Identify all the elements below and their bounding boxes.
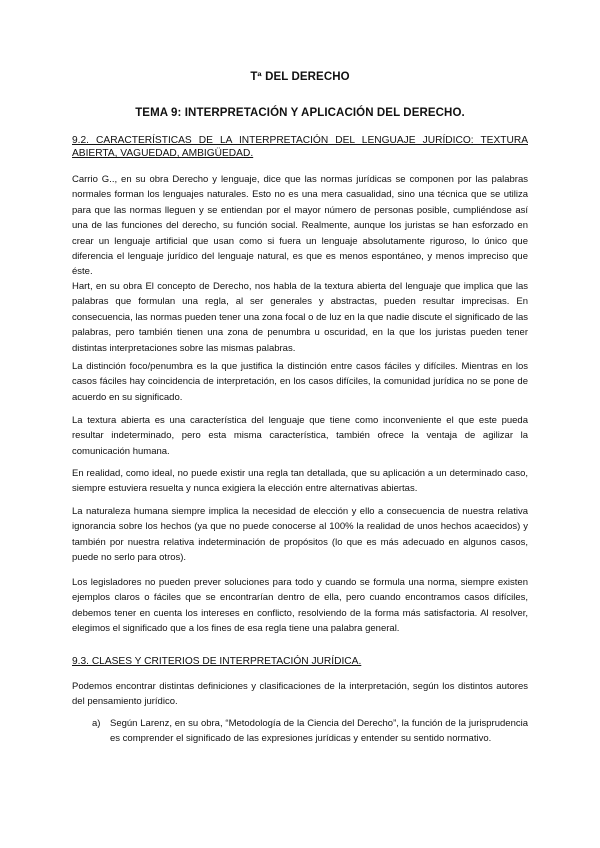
paragraph: Los legisladores no pueden prever soluciones para todo y cuando se formula una norma, siempre existen ejemplos claros o fáciles que se encontrarían dentro de ella, pero cuando encontramos casos difíciles, debemos tener en cuenta los intereses en conflicto, resolviendo de la forma más satisfactoria. Al resolver, elegimos el significado que a los fines de esa regla tiene una palabra general.	[72, 577, 528, 635]
paragraph: La naturaleza humana siempre implica la necesidad de elección y ello a consecuencia de nuestra relativa ignorancia sobre los hechos (ya que no puede conocerse al 100% la realidad de unos hechos acaecidos) y también por nuestra relativa indeterminación de propósitos (lo que es más adecuado en algunos casos, puede no serlo para otros).	[72, 506, 528, 564]
section-heading-9-3: 9.3. CLASES Y CRITERIOS DE INTERPRETACIÓN JURÍDICA.	[72, 656, 362, 667]
paragraph: Podemos encontrar distintas definiciones y clasificaciones de la interpretación, según los distintos autores del pensamiento jurídico.	[72, 681, 528, 708]
list-marker: a)	[92, 718, 101, 729]
paragraph: Carrio G.., en su obra Derecho y lenguaje, dice que las normas jurídicas se componen por las palabras normales forman los lenguajes naturales. Esto no es una mera casualidad, sino una técnica que se utiliza para que las normas lleguen y se entiendan por el mayor número de personas posible, cumpliéndose así una de las funciones del derecho, su función social. Realmente, aunque los juristas se han esforzado en crear un lenguaje artificial que usan como si fuera un lenguaje absolutamente riguroso, lo único que diferencia el lenguaje jurídico del lenguaje natural, es que es menos espontáneo, y menos impreciso que éste.	[72, 174, 528, 278]
section-heading-9-2: 9.2. CARACTERÍSTICAS DE LA INTERPRETACIÓN DEL LENGUAJE JURÍDICO: TEXTURA ABIERTA, VAGUEDAD, AMBIGÜEDAD.	[72, 135, 528, 159]
document-title: Tª DEL DERECHO	[250, 71, 350, 83]
list-item	[92, 716, 528, 747]
paragraph: Hart, en su obra El concepto de Derecho, nos habla de la textura abierta del lenguaje que implica que las palabras que formulan una regla, al ser generales y abstractas, pueden resultar imprecisas. En consecuencia, las normas pueden tener una zona focal o de luz en la que nadie discute el significado de las palabras, pero también tienen una zona de penumbra u oscuridad, en la que los juristas pueden tener distintas interpretaciones sobre las mismas palabras.	[72, 281, 528, 354]
topic-title: TEMA 9: INTERPRETACIÓN Y APLICACIÓN DEL DERECHO.	[135, 107, 465, 119]
paragraph: En realidad, como ideal, no puede existir una regla tan detallada, que su aplicación a un determinado caso, siempre estuviera resuelta y nunca exigiera la elección entre alternativas abiertas.	[72, 468, 528, 495]
paragraph: La distinción foco/penumbra es la que justifica la distinción entre casos fáciles y difíciles. Mientras en los casos fáciles hay coincidencia de interpretación, en los casos difíciles, la comunidad jurídica no se pone de acuerdo en su significado.	[72, 361, 528, 403]
paragraph: La textura abierta es una característica del lenguaje que tiene como inconveniente el que este pueda resultar indeterminado, pero esta misma característica, también ofrece la ventaja de agilizar la comunicación humana.	[72, 415, 528, 457]
list-item-text: Según Larenz, en su obra, “Metodología de la Ciencia del Derecho”, la función de la jurisprudencia es comprender el significado de las expresiones jurídicas y entender su sentido normativo.	[110, 718, 528, 745]
